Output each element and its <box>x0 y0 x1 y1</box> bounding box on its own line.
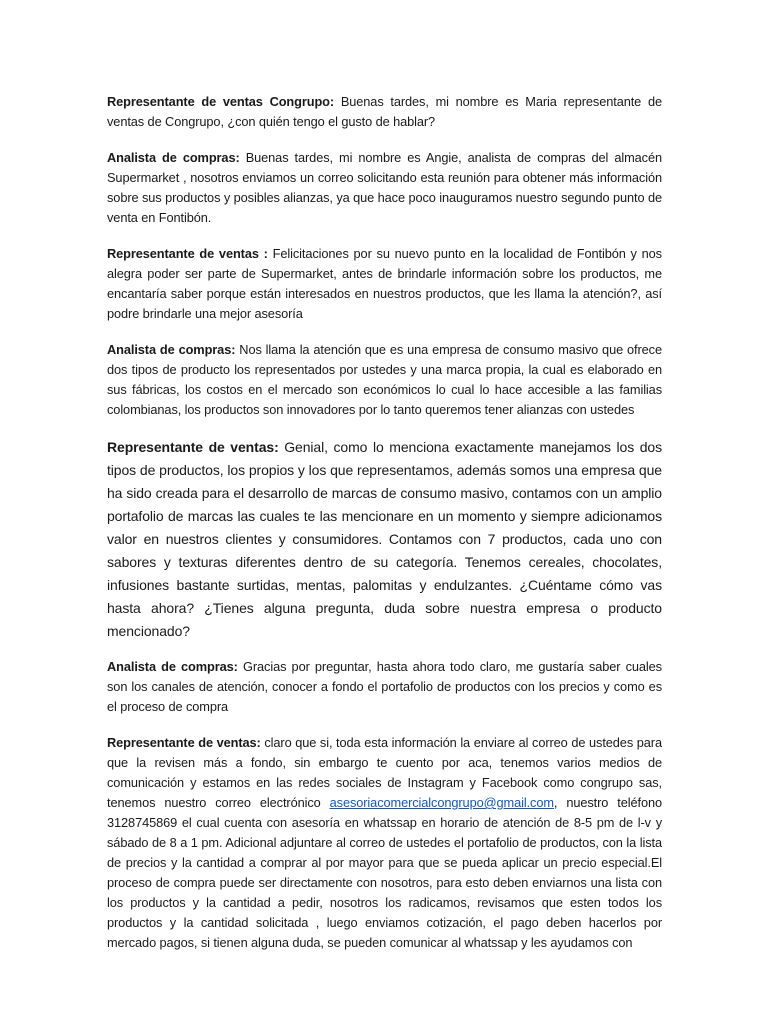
document-body <box>107 92 662 969</box>
dialogue-paragraph-2 <box>107 148 662 228</box>
dialogue-text: Buenas tardes, mi nombre es Angie, analista de compras del almacén Supermarket , nosotros enviamos un correo solicitando esta reunión para obtener más información sobre sus productos y posibles alianzas, ya que hace poco inauguramos nuestro segundo punto de venta en Fontibón. <box>107 150 663 225</box>
dialogue-paragraph-1 <box>107 92 662 132</box>
dialogue-text: Genial, como lo menciona exactamente manejamos los dos tipos de productos, los propios y los que representamos, además somos una empresa que ha sido creada para el desarrollo de marcas de consumo masivo, contamos con un amplio portafolio de marcas las cuales te las mencionare en un momento y siempre adicionamos valor en nuestros clientes y consumidores. Contamos con 7 productos, cada uno con sabores y texturas diferentes dentro de su categoría. Tenemos cereales, chocolates, infusiones bastante surtidas, mentas, palomitas y endulzantes. ¿Cuéntame cómo vas hasta ahora? ¿Tienes alguna pregunta, duda sobre nuestra empresa o producto mencionado? <box>107 439 662 639</box>
speaker-label: Representante de ventas: <box>107 439 279 455</box>
dialogue-paragraph-3 <box>107 244 662 324</box>
dialogue-paragraph-6 <box>107 657 662 717</box>
dialogue-paragraph-7 <box>107 733 662 953</box>
speaker-label: Analista de compras: <box>107 659 238 674</box>
dialogue-paragraph-5 <box>107 436 662 643</box>
dialogue-text: Gracias por preguntar, hasta ahora todo claro, me gustaría saber cuales son los canales de atención, conocer a fondo el portafolio de productos con los precios y como es el proceso de compra <box>107 659 662 714</box>
speaker-label: Representante de ventas Congrupo: <box>107 94 335 109</box>
speaker-label: Representante de ventas: <box>107 735 261 750</box>
email-link[interactable]: asesoriacomercialcongrupo@gmail.com <box>329 795 554 810</box>
dialogue-text: , nuestro teléfono 3128745869 el cual cuenta con asesoría en whatssap en horario de atención de 8-5 pm de l-v y sábado de 8 a 1 pm. Adicional adjuntare al correo de ustedes el portafolio de productos, con la lista de precios y la cantidad a comprar al por mayor para que se pueda aplicar un precio especial.El proceso de compra puede ser directamente con nosotros, para esto deben enviarnos una lista con los productos y la cantidad a pedir, nosotros los radicamos, revisamos que esten todos los productos y la cantidad solicitada , luego enviamos cotización, el pago deben hacerlos por mercado pagos, si tienen alguna duda, se pueden comunicar al whatssap y les ayudamos con <box>107 795 662 950</box>
dialogue-paragraph-4 <box>107 340 662 420</box>
speaker-label: Analista de compras: <box>107 342 236 357</box>
dialogue-text: Buenas tardes, mi nombre es Maria representante de ventas de Congrupo, ¿con quién tengo el gusto de hablar? <box>107 94 662 129</box>
speaker-label: Analista de compras: <box>107 150 240 165</box>
dialogue-text: Nos llama la atención que es una empresa de consumo masivo que ofrece dos tipos de producto los representados por ustedes y una marca propia, la cual es elaborado en sus fábricas, los costos en el mercado son económicos lo cual lo hace accesible a las familias colombianas, los productos son innovadores por lo tanto queremos tener alianzas con ustedes <box>107 342 662 417</box>
dialogue-text: Felicitaciones por su nuevo punto en la localidad de Fontibón y nos alegra poder ser parte de Supermarket, antes de brindarle información sobre los productos, me encantaría saber porque están interesados en nuestros productos, que les llama la atención?, así podre brindarle una mejor asesoría <box>107 246 662 321</box>
dialogue-text: claro que si, toda esta información la enviare al correo de ustedes para que la revisen más a fondo, sin embargo te cuento por aca, tenemos varios medios de comunicación y estamos en las redes sociales de Instagram y Facebook como congrupo sas, tenemos nuestro correo electrónico <box>107 735 662 810</box>
speaker-label: Representante de ventas : <box>107 246 268 261</box>
